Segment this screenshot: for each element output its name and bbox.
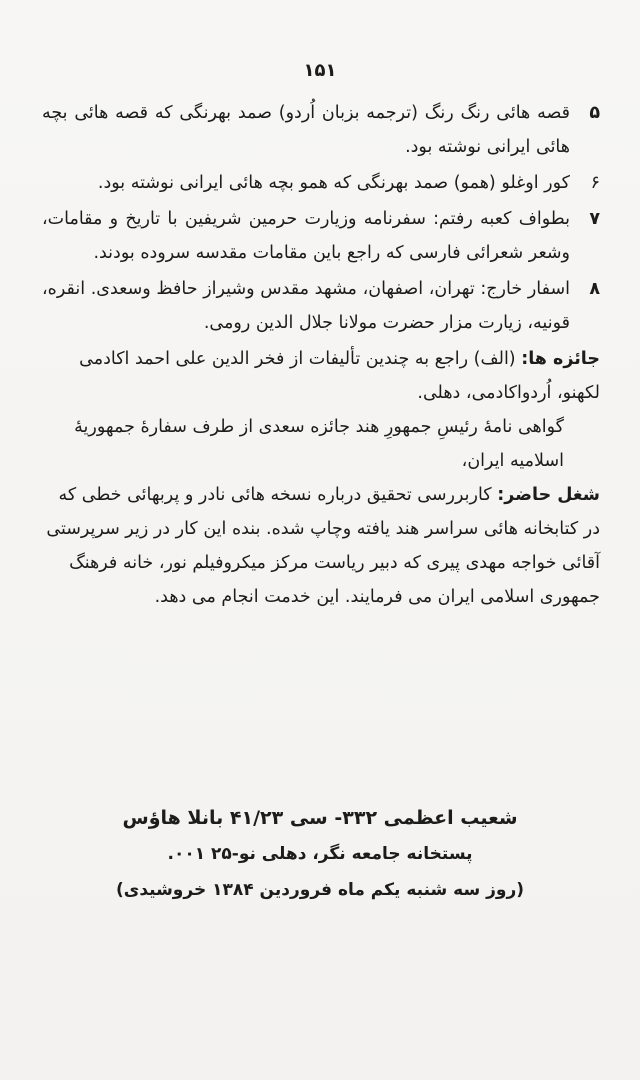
item-text: کور اوغلو (همو) صمد بهرنگی که همو بچه هائی ایرانی نوشته بود. — [97, 173, 570, 193]
list-item — [42, 272, 600, 340]
list-item — [42, 96, 600, 164]
item-number: ۵ — [589, 103, 600, 123]
document-body — [42, 96, 600, 614]
list-item — [42, 166, 600, 200]
item-text: بطواف کعبه رفتم: سفرنامه وزیارت حرمین شریفین با تاریخ و مقامات، وشعر شعرائی فارسی که راجع باین مقامات مقدسه سروده بودند. — [42, 209, 570, 263]
item-number: ۶ — [590, 173, 600, 193]
item-text: اسفار خارج: تهران، اصفهان، مشهد مقدس وشیراز حافظ وسعدی. انقره، قونیه، زیارت مزار حضرت مولانا جلال الدین رومی. — [42, 279, 570, 333]
item-number: ۸ — [589, 279, 600, 299]
page-number: ۱۵۱ — [303, 60, 337, 81]
date-line: (روز سه شنبه یکم ماه فروردین ۱۳۸۴ خروشیدی) — [115, 880, 525, 900]
address-line-2: پستخانه جامعه نگر، دهلی نو-۲۵ ۰۰۱. — [167, 844, 473, 864]
address-line-1: شعیب اعظمی ۳۳۲- سی ۴۱/۲۳ بانلا هاؤس — [122, 807, 518, 829]
awards-text-b: گواهی نامهٔ رئیسِ جمهورِ هند جائزه سعدی از طرف سفارهٔ جمهوریهٔ اسلامیه ایران، — [74, 417, 564, 471]
awards-section — [42, 342, 600, 478]
address-block — [60, 800, 580, 908]
occupation-text: کاربررسی تحقیق درباره نسخه هائی نادر و پربهائی خطی که در کتابخانه هائی سراسر هند یافته وچاپ شده. بنده این کار در زیر سرپرستی آقائی خواجه مهدی پیری که دبیر ریاست مرکز میکروفیلم نور، خانه فرهنگ جمهوری اسلامی ایران می فرمایند. این خدمت انجام می دهد. — [46, 485, 600, 607]
awards-label: جائزه ها: — [521, 349, 600, 369]
occupation-section — [42, 478, 600, 614]
item-number: ۷ — [589, 209, 600, 229]
occupation-label: شغل حاضر: — [497, 485, 600, 505]
list-item — [42, 202, 600, 270]
item-text: قصه هائی رنگ رنگ (ترجمه بزبان اُردو) صمد بهرنگی که قصه هائی بچه هائی ایرانی نوشته بود. — [42, 103, 570, 157]
awards-text-a: (الف) راجع به چندین تألیفات از فخر الدین علی احمد اکادمی لکهنو، اُردواکادمی، دهلی. — [79, 349, 600, 403]
